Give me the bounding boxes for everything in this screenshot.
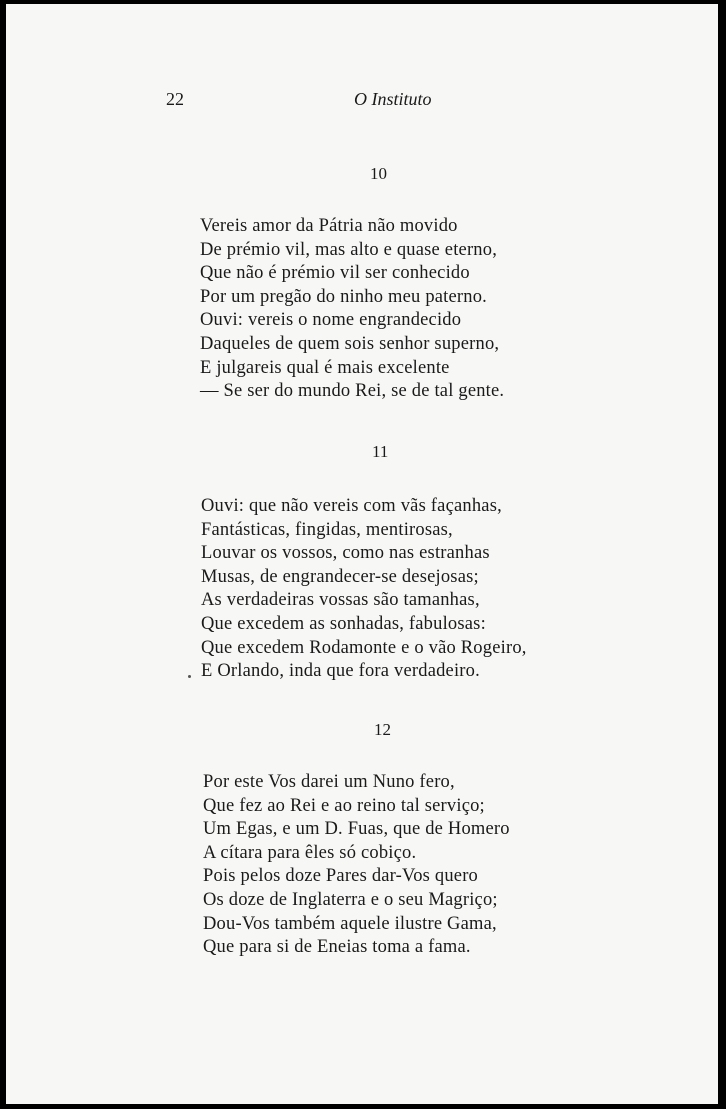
verse-line: E julgareis qual é mais excelente [200,357,450,378]
verse-line: Que excedem as sonhadas, fabulosas: [201,613,486,634]
verse-line: Um Egas, e um D. Fuas, que de Homero [203,819,510,840]
running-title: O Instituto [354,89,432,109]
stanza-number-11: 11 [372,442,389,461]
stanza-12 [203,771,510,960]
stanza-number-10: 10 [370,164,387,183]
verse-line: E Orlando, inda que fora verdadeiro. [201,661,480,682]
stanza-10 [200,215,504,404]
verse-line: Pois pelos doze Pares dar-Vos quero [203,866,479,887]
stanza-11 [201,495,527,684]
document-page [6,4,718,1104]
verse-line: Que excedem Rodamonte e o vão Rogeiro, [201,637,527,658]
stanza-number-12: 12 [374,720,391,739]
verse-line: Que para si de Eneias toma a fama. [203,937,471,958]
verse-line: Os doze de Inglaterra e o seu Magriço; [203,889,498,910]
verse-line: Dou-Vos também aquele ilustre Gama, [203,913,497,934]
verse-line: Por este Vos darei um Nuno fero, [203,772,455,792]
verse-line: Daqueles de quem sois senhor superno, [200,333,500,354]
verse-line: — Se ser do mundo Rei, se de tal gente. [200,381,505,402]
verse-line: Louvar os vossos, como nas estranhas [201,543,490,564]
verse-line: Ouvi: vereis o nome engrandecido [200,310,462,331]
verse-line: Por um pregão do ninho meu paterno. [200,286,488,307]
verse-line: Ouvi: que não vereis com vãs façanhas, [201,496,502,516]
verse-line: Que não é prémio vil ser conhecido [200,263,470,284]
verse-line: Fantásticas, fingidas, mentirosas, [201,519,453,540]
verse-line: Vereis amor da Pátria não movido [200,216,458,236]
verse-line: Musas, de engrandecer-se desejosas; [201,566,479,587]
verse-line: De prémio vil, mas alto e quase eterno, [200,239,498,260]
ink-speck [188,675,191,678]
verse-line: As verdadeiras vossas são tamanhas, [201,590,480,611]
page-number: 22 [166,89,184,109]
verse-line: A cítara para êles só cobiço. [203,842,417,863]
verse-line: Que fez ao Rei e ao reino tal serviço; [203,795,485,816]
